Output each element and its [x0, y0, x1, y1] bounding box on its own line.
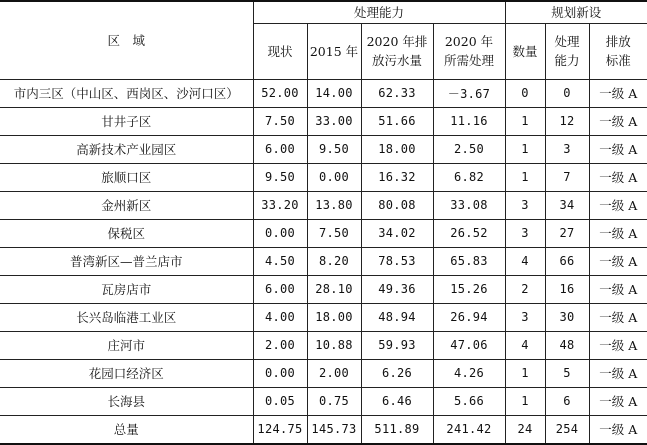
cell-standard: 一级 A [589, 247, 647, 275]
cell-2020-required: 26.94 [433, 303, 505, 331]
cell-standard: 一级 A [589, 219, 647, 247]
table-row [0, 191, 647, 219]
cell-current: 0.00 [253, 219, 307, 247]
cell-count: 0 [505, 79, 545, 107]
cell-area: 市内三区（中山区、西岗区、沙河口区） [0, 79, 253, 107]
cell-2015: 10.88 [307, 331, 361, 359]
cell-2015: 8.20 [307, 247, 361, 275]
cell-count: 2 [505, 275, 545, 303]
cell-2020-required: 2.50 [433, 135, 505, 163]
cell-2015: 14.00 [307, 79, 361, 107]
header-standard [589, 23, 647, 79]
table-body [0, 79, 647, 444]
header-region: 区 域 [0, 1, 253, 79]
header-line: 放污水量 [371, 53, 422, 68]
cell-capacity: 12 [545, 107, 589, 135]
cell-2020-discharge: 48.94 [361, 303, 433, 331]
cell-capacity: 7 [545, 163, 589, 191]
cell-standard: 一级 A [589, 303, 647, 331]
header-2020-discharge [361, 23, 433, 79]
cell-2020-required: 15.26 [433, 275, 505, 303]
cell-capacity: 34 [545, 191, 589, 219]
cell-2020-required: 65.83 [433, 247, 505, 275]
cell-standard: 一级 A [589, 275, 647, 303]
cell-2020-required: 26.52 [433, 219, 505, 247]
cell-standard: 一级 A [589, 163, 647, 191]
cell-capacity: 30 [545, 303, 589, 331]
cell-2015: 33.00 [307, 107, 361, 135]
header-line: 标准 [605, 53, 631, 68]
cell-area: 瓦房店市 [0, 275, 253, 303]
cell-area: 总量 [0, 415, 253, 444]
cell-2020-discharge: 51.66 [361, 107, 433, 135]
cell-2015: 18.00 [307, 303, 361, 331]
cell-2015: 9.50 [307, 135, 361, 163]
cell-2020-discharge: 6.26 [361, 359, 433, 387]
cell-current: 2.00 [253, 331, 307, 359]
cell-area: 普湾新区—普兰店市 [0, 247, 253, 275]
table-row [0, 303, 647, 331]
cell-capacity: 66 [545, 247, 589, 275]
cell-area: 庄河市 [0, 331, 253, 359]
cell-2020-discharge: 34.02 [361, 219, 433, 247]
cell-count: 1 [505, 107, 545, 135]
cell-standard: 一级 A [589, 359, 647, 387]
cell-current: 0.00 [253, 359, 307, 387]
cell-standard: 一级 A [589, 415, 647, 444]
cell-area: 保税区 [0, 219, 253, 247]
cell-current: 6.00 [253, 275, 307, 303]
cell-2015: 145.73 [307, 415, 361, 444]
cell-area: 旅顺口区 [0, 163, 253, 191]
header-count [505, 23, 545, 79]
cell-capacity: 3 [545, 135, 589, 163]
header-line: 现状 [267, 43, 293, 59]
cell-capacity: 48 [545, 331, 589, 359]
cell-current: 7.50 [253, 107, 307, 135]
cell-2015: 13.80 [307, 191, 361, 219]
cell-current: 4.50 [253, 247, 307, 275]
cell-2020-required: 5.66 [433, 387, 505, 415]
cell-standard: 一级 A [589, 107, 647, 135]
cell-capacity: 0 [545, 79, 589, 107]
cell-standard: 一级 A [589, 387, 647, 415]
table-row [0, 359, 647, 387]
cell-count: 1 [505, 387, 545, 415]
cell-count: 1 [505, 163, 545, 191]
cell-area: 花园口经济区 [0, 359, 253, 387]
cell-2020-required: 4.26 [433, 359, 505, 387]
cell-current: 6.00 [253, 135, 307, 163]
cell-2015: 2.00 [307, 359, 361, 387]
cell-area: 长兴岛临港工业区 [0, 303, 253, 331]
header-capacity [545, 23, 589, 79]
table-row [0, 247, 647, 275]
cell-2020-discharge: 59.93 [361, 331, 433, 359]
cell-current: 124.75 [253, 415, 307, 444]
cell-2020-required: 47.06 [433, 331, 505, 359]
cell-current: 33.20 [253, 191, 307, 219]
cell-2020-required: 6.82 [433, 163, 505, 191]
cell-2020-discharge: 62.33 [361, 79, 433, 107]
cell-capacity: 27 [545, 219, 589, 247]
cell-2020-required: 241.42 [433, 415, 505, 444]
cell-2020-discharge: 511.89 [361, 415, 433, 444]
header-line: 处理 [554, 34, 580, 49]
cell-area: 金州新区 [0, 191, 253, 219]
cell-count: 3 [505, 191, 545, 219]
cell-standard: 一级 A [589, 331, 647, 359]
header-line: 数量 [512, 43, 538, 59]
header-group-new: 规划新设 [505, 1, 647, 23]
cell-count: 3 [505, 303, 545, 331]
cell-2020-required: －3.67 [433, 79, 505, 107]
cell-2020-discharge: 6.46 [361, 387, 433, 415]
cell-2015: 7.50 [307, 219, 361, 247]
cell-capacity: 5 [545, 359, 589, 387]
header-2015 [307, 23, 361, 79]
table-row [0, 331, 647, 359]
header-line: 所需处理 [444, 53, 495, 68]
cell-current: 52.00 [253, 79, 307, 107]
cell-2015: 28.10 [307, 275, 361, 303]
cell-2020-discharge: 49.36 [361, 275, 433, 303]
table-row [0, 219, 647, 247]
header-line: 排放 [605, 34, 631, 49]
cell-2020-discharge: 78.53 [361, 247, 433, 275]
table-row [0, 79, 647, 107]
table-header [0, 1, 647, 79]
cell-2020-discharge: 80.08 [361, 191, 433, 219]
table-row [0, 387, 647, 415]
cell-2020-required: 11.16 [433, 107, 505, 135]
header-line: 能力 [554, 53, 580, 68]
cell-count: 4 [505, 331, 545, 359]
cell-2015: 0.00 [307, 163, 361, 191]
table-row [0, 163, 647, 191]
header-line: 2020 年排 [366, 34, 428, 49]
cell-2020-required: 33.08 [433, 191, 505, 219]
cell-standard: 一级 A [589, 79, 647, 107]
table-row [0, 275, 647, 303]
cell-area: 高新技术产业园区 [0, 135, 253, 163]
table-row [0, 135, 647, 163]
cell-capacity: 6 [545, 387, 589, 415]
cell-2020-discharge: 18.00 [361, 135, 433, 163]
cell-standard: 一级 A [589, 191, 647, 219]
cell-count: 1 [505, 359, 545, 387]
cell-2020-discharge: 16.32 [361, 163, 433, 191]
cell-count: 24 [505, 415, 545, 444]
cell-standard: 一级 A [589, 135, 647, 163]
header-current [253, 23, 307, 79]
cell-current: 0.05 [253, 387, 307, 415]
cell-area: 长海县 [0, 387, 253, 415]
cell-count: 3 [505, 219, 545, 247]
cell-count: 1 [505, 135, 545, 163]
header-line: 2015 年 [309, 43, 359, 59]
cell-area: 甘井子区 [0, 107, 253, 135]
table-row-total [0, 415, 647, 444]
cell-current: 9.50 [253, 163, 307, 191]
cell-capacity: 254 [545, 415, 589, 444]
cell-count: 4 [505, 247, 545, 275]
header-line: 2020 年 [444, 34, 494, 49]
table-row [0, 107, 647, 135]
cell-capacity: 16 [545, 275, 589, 303]
cell-current: 4.00 [253, 303, 307, 331]
header-2020-required [433, 23, 505, 79]
cell-2015: 0.75 [307, 387, 361, 415]
header-group-capacity: 处理能力 [253, 1, 505, 23]
